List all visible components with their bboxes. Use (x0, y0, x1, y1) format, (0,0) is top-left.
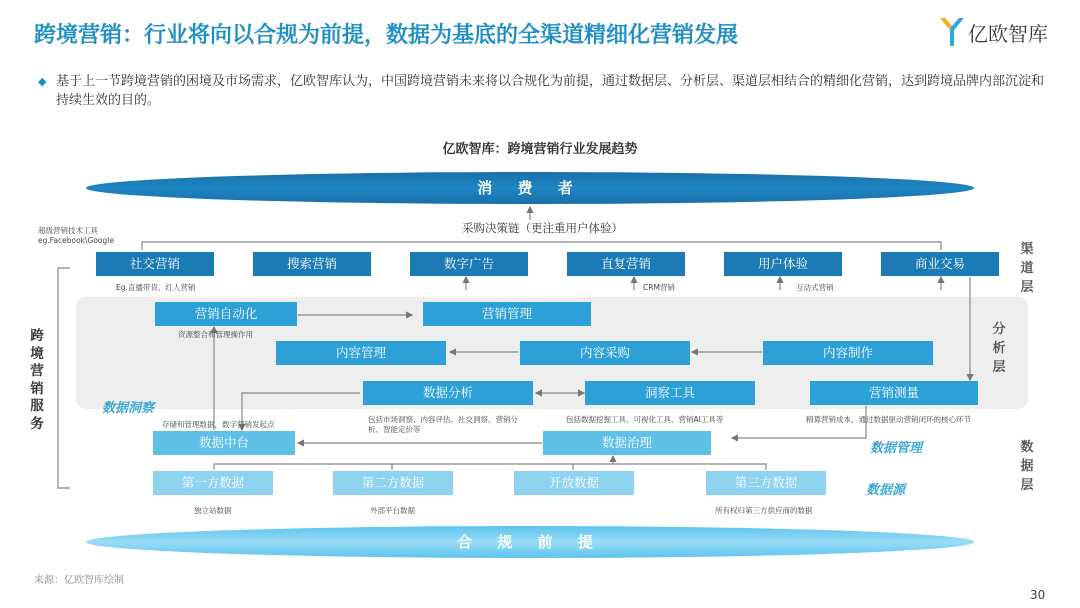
page-title: 跨境营销：行业将向以合规为前提，数据为基底的全渠道精细化营销发展 (34, 23, 739, 48)
channel-box-search: 搜索营销 (253, 252, 371, 276)
data-platform-note: 存储和管理数据，数字营销发起点 (162, 420, 275, 429)
data-source-label: 数据源 (866, 483, 906, 498)
channel-box-social: 社交营销 (96, 252, 214, 276)
source-note-third-party: 所有权归第三方供应商的数据 (715, 506, 813, 515)
data-governance-box: 数据治理 (543, 431, 711, 455)
logo-text: 亿欧智库 (968, 22, 1048, 46)
insight-label: 数据洞察 (102, 401, 155, 416)
analysis-note-insight-tool: 包括数据挖掘工具、可视化工具、营销AI工具等 (566, 415, 724, 424)
analysis-note-measurement: 精算营销成本，通过数据驱动营销闭环的核心环节 (806, 415, 971, 424)
channel-note-commerce: 互动式营销 (796, 283, 834, 292)
intro-text: 基于上一节跨境营销的困境及市场需求，亿欧智库认为，中国跨境营销未来将以合规化为前提，通过数据层、分析层、渠道层相结合的精细化营销，达到跨境品牌内部沉淀和持续生效的目的。 (56, 74, 1045, 108)
consumer-ellipse: 消 费 者 (86, 172, 974, 204)
source-box-third-party: 第三方数据 (706, 471, 826, 495)
page-number: 30 (1030, 588, 1046, 602)
source-box-first-party: 第一方数据 (153, 471, 273, 495)
channel-box-commerce: 商业交易 (881, 252, 999, 276)
analysis-box-management: 营销管理 (423, 302, 591, 326)
compliance-ellipse: 合 规 前 提 (86, 526, 974, 558)
channel-box-ux: 用户体验 (724, 252, 842, 276)
source-note-second-party: 外部平台数据 (370, 506, 415, 515)
analysis-box-automation: 营销自动化 (155, 302, 297, 326)
analysis-box-content-management: 内容管理 (276, 341, 446, 365)
data-management-label: 数据管理 (870, 441, 923, 456)
source-box-open-data: 开放数据 (514, 471, 634, 495)
analysis-note-automation: 资源整合和管理操作用 (178, 330, 253, 339)
channel-box-direct: 直复营销 (567, 252, 685, 276)
analysis-box-measurement: 营销测量 (810, 381, 978, 405)
channel-layer-label: 渠道层 (1020, 242, 1034, 295)
source-box-second-party: 第二方数据 (333, 471, 453, 495)
data-layer-label: 数据层 (1020, 440, 1034, 493)
diagram-title: 亿欧智库：跨境营销行业发展趋势 (442, 142, 638, 157)
channel-box-digital-ads: 数字广告 (410, 252, 528, 276)
analysis-box-data-analysis: 数据分析 (363, 381, 533, 405)
analysis-layer-label: 分析层 (992, 322, 1006, 375)
channel-note-direct: CRM营销 (643, 283, 675, 292)
analysis-box-insight-tool: 洞察工具 (585, 381, 755, 405)
data-platform-box: 数据中台 (153, 431, 295, 455)
tool-note: 超级营销技术工具 eg.Facebook\Google (38, 226, 114, 245)
source-note-first-party: 独立站数据 (194, 506, 232, 515)
channel-note-social: Eg.直播带货、红人营销 (116, 283, 196, 292)
analysis-box-content-purchase: 内容采购 (520, 341, 690, 365)
diamond-bullet-icon: ◆ (38, 75, 47, 88)
source-note: 来源：亿欧智库绘制 (34, 575, 124, 586)
service-label: 跨境营销服务 (30, 328, 44, 432)
analysis-box-content-production: 内容制作 (763, 341, 933, 365)
analysis-note-data-analysis: 包括市场洞察、内容评估、社交洞察、营销分析、智能定价等 (368, 415, 518, 434)
decision-chain-label: 采购决策链（更注重用户体验） (462, 221, 623, 235)
